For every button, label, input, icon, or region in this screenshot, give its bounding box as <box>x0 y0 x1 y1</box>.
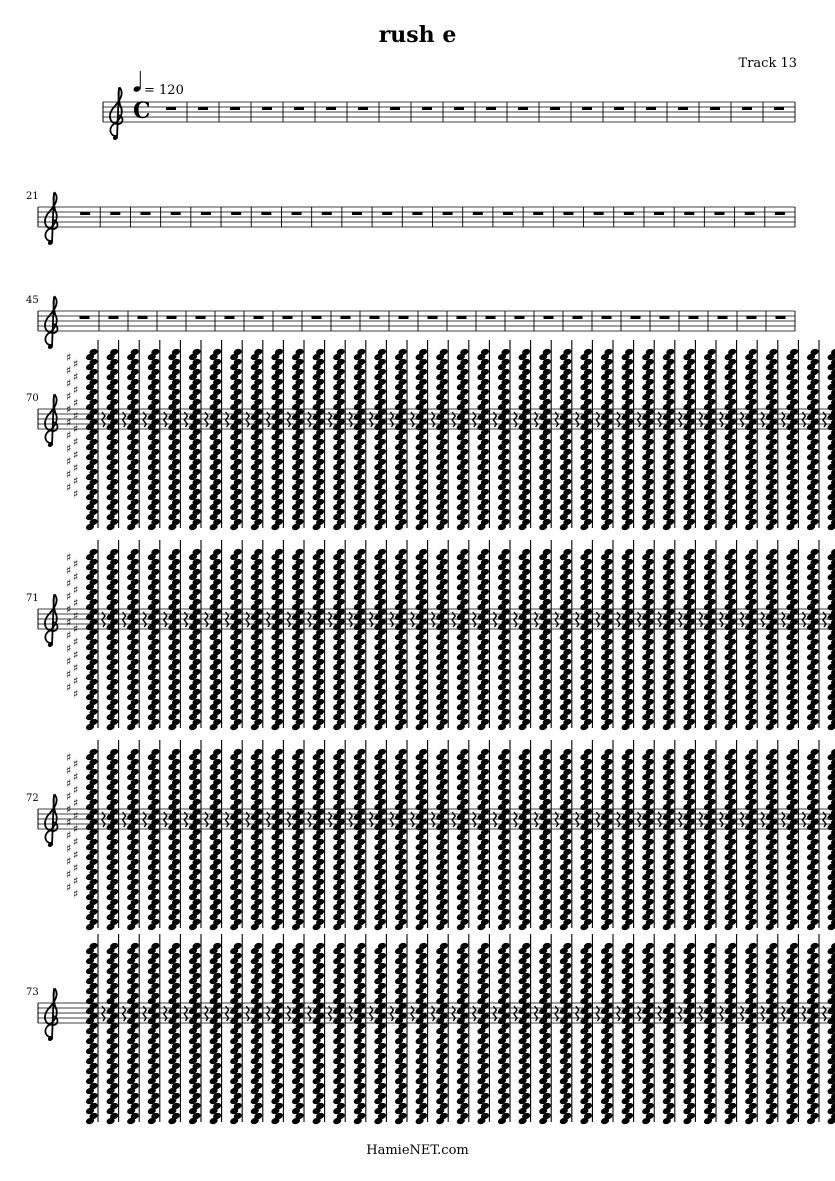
svg-text:♯: ♯ <box>66 855 72 868</box>
whole-rest <box>689 316 699 319</box>
svg-text:♯: ♯ <box>66 481 72 494</box>
svg-text:♯: ♯ <box>66 829 72 842</box>
svg-text:♯: ♯ <box>66 351 72 364</box>
whole-rest <box>550 107 560 110</box>
treble-clef-icon <box>45 595 58 647</box>
svg-text:♯: ♯ <box>66 842 72 855</box>
footer-credit: HamieNET.com <box>366 1143 469 1158</box>
whole-rest <box>486 107 496 110</box>
svg-text:♯: ♯ <box>66 442 72 455</box>
svg-text:♯: ♯ <box>66 577 72 590</box>
svg-text:♯: ♯ <box>73 583 79 597</box>
whole-rest <box>138 316 148 319</box>
tempo-value: = 120 <box>144 83 184 98</box>
whole-rest <box>254 316 264 319</box>
whole-rest <box>167 316 177 319</box>
whole-rest <box>678 107 688 110</box>
sharp-accidentals <box>66 351 78 501</box>
svg-text:♯: ♯ <box>73 422 79 436</box>
svg-text:♯: ♯ <box>73 435 79 449</box>
whole-rest <box>443 212 453 215</box>
whole-rest <box>518 107 528 110</box>
whole-rest <box>718 316 728 319</box>
whole-rest <box>594 212 604 215</box>
whole-rest <box>602 316 612 319</box>
svg-text:♯: ♯ <box>66 390 72 403</box>
whole-rest <box>563 212 573 215</box>
staff-system <box>103 71 795 140</box>
whole-rest <box>261 212 271 215</box>
whole-rest <box>294 107 304 110</box>
svg-text:♯: ♯ <box>66 455 72 468</box>
whole-rest <box>473 212 483 215</box>
svg-text:♯: ♯ <box>66 668 72 681</box>
svg-text:♯: ♯ <box>73 596 79 610</box>
svg-text:♯: ♯ <box>73 383 79 397</box>
svg-text:♯: ♯ <box>73 357 79 371</box>
treble-clef-icon <box>45 795 58 847</box>
svg-text:♯: ♯ <box>66 364 72 377</box>
whole-rest <box>614 107 624 110</box>
whole-rest <box>710 107 720 110</box>
whole-rest <box>684 212 694 215</box>
svg-text:♯: ♯ <box>73 609 79 623</box>
whole-rest <box>515 316 525 319</box>
whole-rest <box>231 212 241 215</box>
svg-text:♯: ♯ <box>73 396 79 410</box>
svg-text:♯: ♯ <box>66 629 72 642</box>
svg-text:♯: ♯ <box>73 887 79 901</box>
whole-rest <box>312 316 322 319</box>
chord-columns <box>85 540 835 731</box>
whole-rest <box>631 316 641 319</box>
svg-text:♯: ♯ <box>66 377 72 390</box>
svg-text:♯: ♯ <box>73 448 79 462</box>
whole-rest <box>141 212 151 215</box>
measure-number: 21 <box>26 191 39 202</box>
svg-text:♯: ♯ <box>73 848 79 862</box>
whole-rest <box>742 107 752 110</box>
whole-rest <box>196 316 206 319</box>
svg-text:♯: ♯ <box>73 809 79 823</box>
svg-text:♯: ♯ <box>73 487 79 501</box>
svg-text:♯: ♯ <box>73 770 79 784</box>
tempo-mark <box>133 71 184 98</box>
treble-clef-icon <box>45 193 58 245</box>
measure-number: 71 <box>26 593 39 604</box>
whole-rest <box>428 316 438 319</box>
svg-text:♯: ♯ <box>66 868 72 881</box>
whole-rest <box>399 316 409 319</box>
svg-text:♯: ♯ <box>73 635 79 649</box>
whole-rest <box>171 212 181 215</box>
whole-rest <box>230 107 240 110</box>
time-signature: C <box>133 98 151 124</box>
whole-rest <box>714 212 724 215</box>
whole-rest <box>745 212 755 215</box>
svg-text:♯: ♯ <box>66 642 72 655</box>
whole-rest <box>326 107 336 110</box>
svg-text:♯: ♯ <box>73 861 79 875</box>
whole-rest <box>646 107 656 110</box>
svg-text:♯: ♯ <box>73 370 79 384</box>
chord-columns <box>85 934 835 1125</box>
whole-rest <box>110 212 120 215</box>
whole-rest <box>390 107 400 110</box>
whole-rest <box>660 316 670 319</box>
staff-system <box>26 934 835 1125</box>
whole-rest <box>352 212 362 215</box>
svg-text:♯: ♯ <box>66 403 72 416</box>
whole-rest <box>503 212 513 215</box>
svg-text:♯: ♯ <box>73 757 79 771</box>
whole-rest <box>454 107 464 110</box>
whole-rest <box>370 316 380 319</box>
whole-rest <box>198 107 208 110</box>
svg-text:♯: ♯ <box>66 803 72 816</box>
treble-clef-icon <box>45 297 58 349</box>
chord-columns <box>85 740 835 931</box>
svg-text:♯: ♯ <box>66 655 72 668</box>
whole-rest <box>283 316 293 319</box>
whole-rest <box>624 212 634 215</box>
svg-text:♯: ♯ <box>73 622 79 636</box>
whole-rest <box>80 212 90 215</box>
svg-text:♯: ♯ <box>66 751 72 764</box>
svg-text:♯: ♯ <box>73 796 79 810</box>
whole-rest <box>422 107 432 110</box>
svg-text:♯: ♯ <box>73 822 79 836</box>
whole-rest <box>457 316 467 319</box>
treble-clef-icon <box>45 395 58 447</box>
svg-text:♯: ♯ <box>73 409 79 423</box>
svg-text:♯: ♯ <box>73 461 79 475</box>
whole-rest <box>166 107 176 110</box>
svg-text:♯: ♯ <box>66 764 72 777</box>
whole-rest <box>544 316 554 319</box>
svg-text:♯: ♯ <box>73 661 79 675</box>
measure-number: 72 <box>26 793 39 804</box>
staff-system <box>26 295 795 349</box>
treble-clef-icon <box>110 88 123 140</box>
whole-rest <box>774 107 784 110</box>
whole-rest <box>533 212 543 215</box>
svg-text:♯: ♯ <box>66 590 72 603</box>
svg-text:♯: ♯ <box>73 687 79 701</box>
svg-text:♯: ♯ <box>73 570 79 584</box>
staff-system <box>26 740 835 931</box>
score-title: rush e <box>378 22 457 48</box>
whole-rest <box>322 212 332 215</box>
svg-text:♯: ♯ <box>66 429 72 442</box>
whole-rest <box>382 212 392 215</box>
svg-text:♯: ♯ <box>66 881 72 894</box>
staff-system <box>26 340 835 531</box>
whole-rest <box>225 316 235 319</box>
svg-text:♯: ♯ <box>66 416 72 429</box>
measure-number: 45 <box>26 295 39 306</box>
svg-text:♯: ♯ <box>73 557 79 571</box>
whole-rest <box>412 212 422 215</box>
whole-rest <box>341 316 351 319</box>
svg-text:♯: ♯ <box>66 603 72 616</box>
svg-text:♯: ♯ <box>66 777 72 790</box>
whole-rest <box>262 107 272 110</box>
svg-text:♯: ♯ <box>66 681 72 694</box>
svg-text:♯: ♯ <box>66 616 72 629</box>
whole-rest <box>292 212 302 215</box>
svg-text:♯: ♯ <box>66 468 72 481</box>
whole-rest <box>582 107 592 110</box>
whole-rest <box>486 316 496 319</box>
svg-text:♯: ♯ <box>73 674 79 688</box>
svg-text:♯: ♯ <box>66 564 72 577</box>
treble-clef-icon <box>45 989 58 1041</box>
whole-rest <box>573 316 583 319</box>
whole-rest <box>80 316 90 319</box>
staff-system <box>26 540 835 731</box>
whole-rest <box>776 316 786 319</box>
svg-text:♯: ♯ <box>73 474 79 488</box>
whole-rest <box>654 212 664 215</box>
staff-system <box>26 191 795 245</box>
sharp-accidentals <box>66 551 78 701</box>
chord-columns <box>85 340 835 531</box>
whole-rest <box>747 316 757 319</box>
sharp-accidentals <box>66 751 78 901</box>
whole-rest <box>109 316 119 319</box>
svg-text:♯: ♯ <box>73 874 79 888</box>
whole-rest <box>201 212 211 215</box>
whole-rest <box>358 107 368 110</box>
track-label: Track 13 <box>738 56 797 71</box>
svg-text:♯: ♯ <box>66 816 72 829</box>
measure-number: 73 <box>26 987 39 998</box>
svg-text:♯: ♯ <box>66 790 72 803</box>
svg-text:♯: ♯ <box>73 783 79 797</box>
svg-text:♯: ♯ <box>73 835 79 849</box>
svg-text:♯: ♯ <box>73 648 79 662</box>
svg-text:♯: ♯ <box>66 551 72 564</box>
measure-number: 70 <box>26 393 39 404</box>
whole-rest <box>775 212 785 215</box>
